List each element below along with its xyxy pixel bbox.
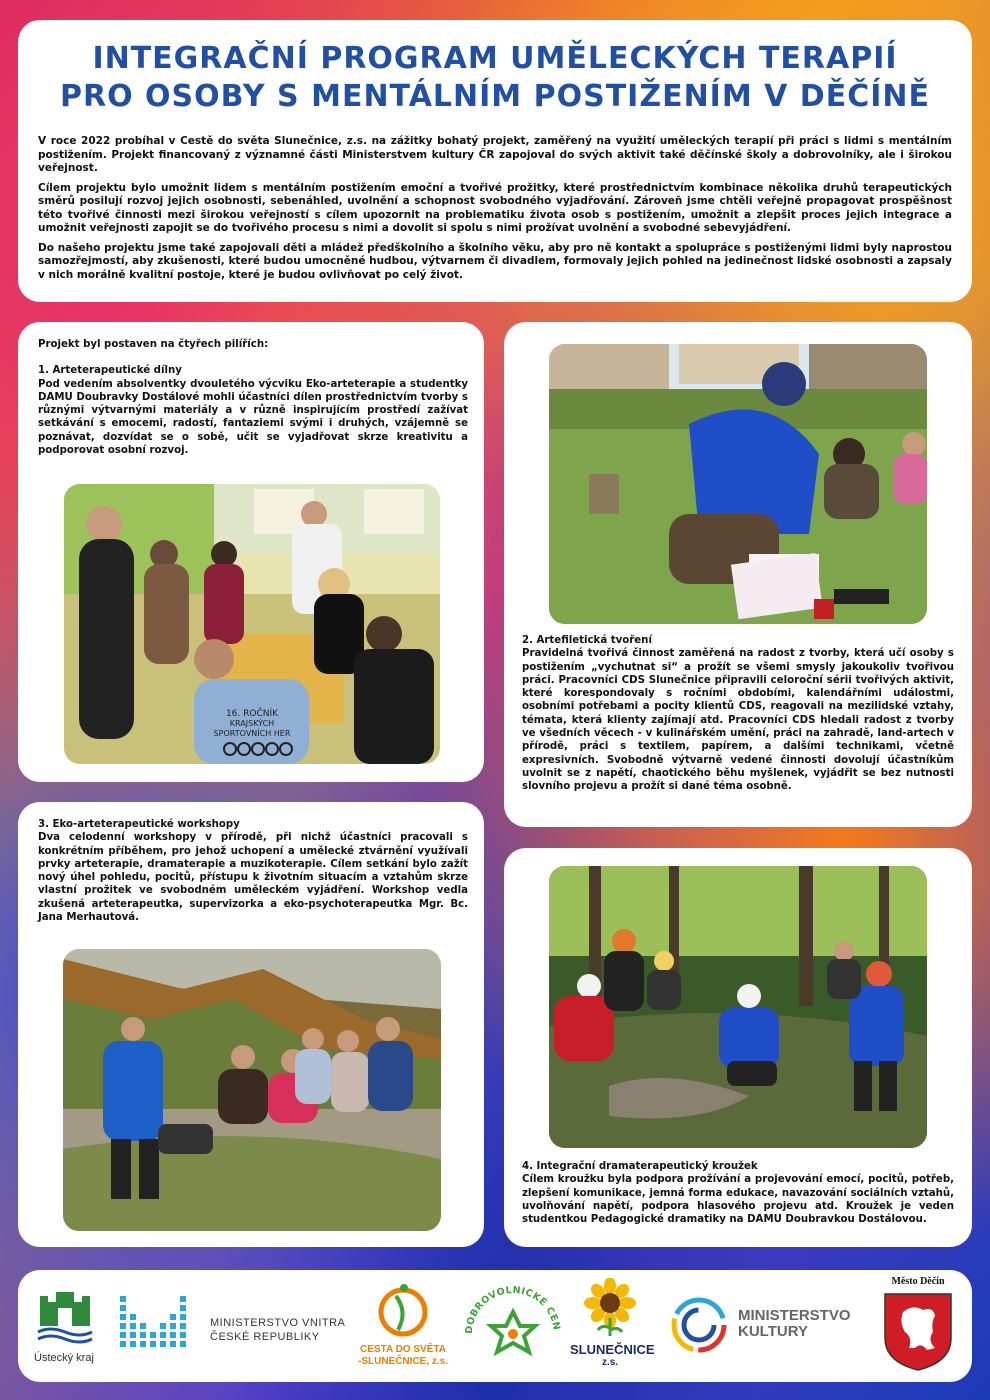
logo-slunecnice — [570, 1278, 655, 1376]
shirt-text-2: KRAJSKÝCH — [229, 719, 275, 728]
logo-ministerstvo-kultury — [670, 1296, 850, 1356]
section-1-text: Pod vedením absolventky dvouletého výcviku Eko-arteterapie a studentky DAMU Doubravky Dostálové mohli účastníci dílen prostřednictvím tvorby s různými výtvarnými materiály a v různě inspirujícím prostředí zažívat setkávání s emocemi, radostí, fantaziemi svými i druhých, vzájemně se poznávat, dozvídat se o sobě, učit se vyjadřovat skrze kreativitu a podporovat osobní rozvoj. — [38, 378, 468, 457]
photo-outdoor-painting — [549, 344, 927, 624]
title-line-1: INTEGRAČNÍ PROGRAM UMĚLECKÝCH TERAPIÍ — [92, 41, 898, 76]
cds-label-1: CESTA DO SVĚTA — [360, 1344, 446, 1355]
logo-dobrovolnicke-centrum — [458, 1274, 568, 1378]
photo-art-workshop — [64, 484, 440, 764]
section-4-heading: 4. Integrační dramaterapeutický kroužek — [522, 1161, 758, 1172]
footer-logos — [18, 1270, 972, 1382]
decin-shield-icon — [883, 1292, 953, 1372]
shirt-text-1: 16. ROČNÍK — [225, 709, 279, 719]
intro-paragraph-1: V roce 2022 probíhal v Cestě do světa Slunečnice, z.s. na zážitky bohatý projekt, zaměřený na využití uměleckých terapií při práci s lidmi s mentálním postižením. Projekt financovaný z významné části Ministerstvem kultury ČR zapojoval do svých aktivit také děčínské školy a dobrovolníky, ale i širokou veřejnost. — [38, 135, 952, 174]
intro-text — [38, 135, 952, 288]
slunecnice-zs-label: z.s. — [601, 1357, 619, 1368]
ustecky-kraj-label: Ústecký kraj — [34, 1352, 94, 1364]
photo-outdoor-painting-image — [549, 344, 927, 624]
mv-dots-icon — [118, 1296, 198, 1352]
title-line-2: PRO OSOBY S MENTÁLNÍM POSTIŽENÍM V DĚČÍNĚ — [60, 79, 930, 114]
logo-mesto-decin — [876, 1276, 960, 1376]
dobro-flower-icon — [458, 1274, 568, 1378]
mv-label-2: ČESKÉ REPUBLIKY — [210, 1331, 320, 1343]
decin-label: Město Děčín — [891, 1276, 945, 1287]
section-2-text: Pravidelná tvořivá činnost zaměřená na radost z tvorby, která učí osoby s postižením „vychutnat si“ a prožít se všemi smysly jakoukoliv tvořivou práci. Pracovníci CDS Slunečnice připravili celoroční sérii tvořivých aktivit, které korespondovaly s ročními obdobími, kalendářními událostmi, osobními potřebami a pocity klientů CDS, reagovali na mezilidské vztahy, témata, která klienty zajímají atd. Pracovníci CDS hledali radost z tvorby ve všedních věcech - v kulinářském umění, práci na zahradě, land-artech v přírodě, práci s textilem, papírem, a dalšími technikami, včetně expresivních. Svobodně výtvarně vedené činnosti dovolují účastníkům uvolnit se z napětí, chaotického běhu myšlenek, vyjádřit se bez nutnosti slovního projevu a prožít si dané téma osobně. — [522, 648, 954, 793]
sunflower-icon — [580, 1278, 640, 1338]
logo-cesta-do-sveta — [348, 1282, 458, 1372]
section-3-heading: 3. Eko-arteterapeutické workshopy — [38, 819, 240, 830]
photo-drama-masks-image — [549, 866, 927, 1148]
dobro-label: DOBROVOLNICKÉ CEN — [463, 1284, 562, 1335]
logo-ustecky-kraj — [34, 1286, 104, 1371]
intro-paragraph-2: Cílem projektu bylo umožnit lidem s mentálním postižením emoční a tvořivé prožitky, které prostřednictvím kombinace několika druhů terapeutických směrů posilují rozvoj jejich osobnosti, sebenáhled, uvolnění a schopnost svobodného vyjadřování. Zároveň jsme chtěli veřejně propagovat prospěšnost této tvořivé činnosti mezi širokou veřejností s cílem upozornit na problematiku života osob s postižením, umožnit a zlepšit proces jejich integrace a umožnit veřejnosti zapojit se do tvořivého procesu s nimi a dovolit si spolu s nimi prožívat uvolnění a svobodné sebevyjádření. — [38, 181, 952, 234]
castle-icon — [34, 1286, 96, 1346]
pillars-lead: Projekt byl postaven na čtyřech pilířích: — [38, 339, 269, 350]
title-panel — [18, 20, 972, 302]
section-3-text: Dva celodenní workshopy v přírodě, při nichž účastníci pracovali s konkrétním příběhem, pro jehož uchopení a umělecké ztvárnění využívali prvky arteterapie, dramaterapie a muzikoterapie. Cílem setkání bylo zažít nový úhel pohledu, pocitů, přístupu k životním situacím a vztahům skrze vlastní prožitek ve svobodném uměleckém vyjádření. Workshop vedla zkušená arteterapeutka, supervizorka a eko-psychoterapeutka Mgr. Bc. Jana Merhautová. — [38, 832, 468, 924]
cds-label-2: -SLUNEČNICE, z.s. — [357, 1356, 448, 1367]
section-1-heading: 1. Arteterapeutické dílny — [38, 365, 182, 377]
section-3-panel — [18, 802, 484, 1247]
svg-text:DOBROVOLNICKÉ CENTRUM SLUNEČNI — [458, 1274, 562, 1334]
mk-label-2: KULTURY — [738, 1323, 808, 1340]
mk-rings-icon — [670, 1296, 728, 1354]
section-1-panel — [18, 322, 484, 782]
intro-paragraph-3: Do našeho projektu jsme také zapojovali děti a mládež předškolního a školního věku, aby pro ně kontakt a spolupráce s postiženými lidmi byly naprostou samozřejmostí, aby zkušenosti, které budou umocněné hudbou, výtvarnem či divadlem, formovaly jejich pohled na jedinečnost lidské osobnosti a zapsaly v nich morálně kvalitní postoje, které je budou ovlivňovat po celý život. — [38, 241, 952, 281]
logo-ministerstvo-vnitra — [118, 1296, 358, 1356]
photo-art-workshop-image — [64, 484, 440, 764]
mv-label-1: MINISTERSTVO VNITRA — [210, 1317, 346, 1329]
shirt-text-3: SPORTOVNÍCH HER — [213, 729, 291, 738]
photo-nature-workshop-image — [63, 949, 441, 1231]
cds-sun-icon — [368, 1282, 438, 1342]
section-2-heading: 2. Artefiletická tvoření — [522, 635, 652, 646]
photo-drama-masks — [549, 866, 927, 1148]
photo-nature-workshop — [63, 949, 441, 1231]
section-2-panel — [504, 322, 972, 827]
section-4-text: Cílem kroužku byla podpora prožívání a projevování emocí, pocitů, potřeb, zlepšení komunikace, jemná forma edukace, navazování sociálních vztahů, uvolňování napětí, podpora hlasového projevu atd. Kroužek je veden studentkou Pedagogické dramatiky na DAMU Doubravkou Dostálovou. — [522, 1174, 954, 1226]
section-4-panel — [504, 848, 972, 1247]
page-title — [18, 40, 972, 116]
mk-label-1: MINISTERSTVO — [738, 1307, 851, 1324]
slunecnice-label: SLUNEČNICE — [570, 1342, 655, 1357]
